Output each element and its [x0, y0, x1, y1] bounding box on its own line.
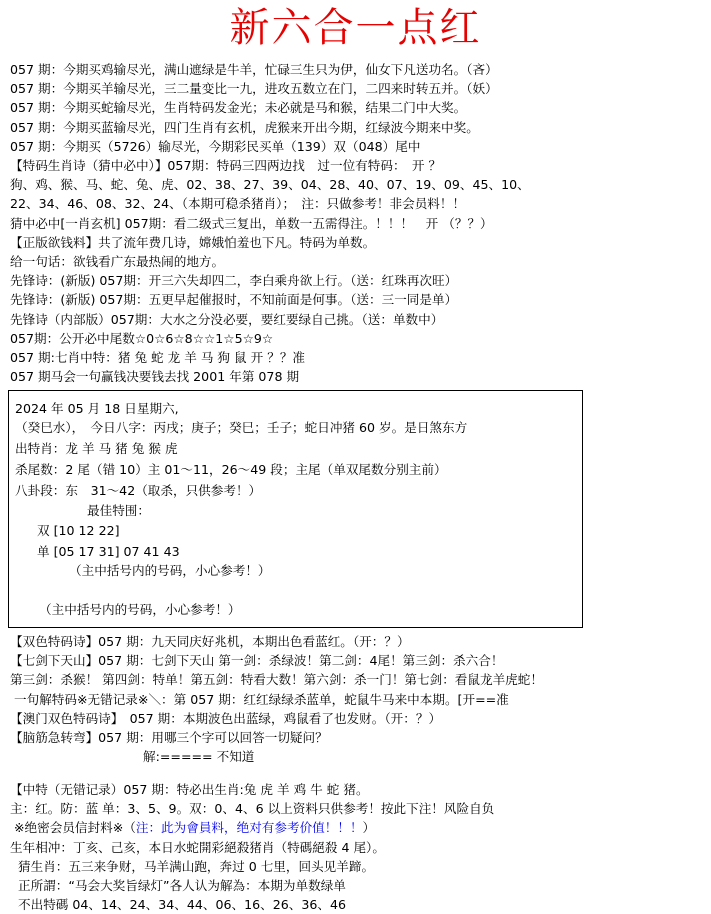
- box-date: 2024 年 05 月 18 日星期六,: [15, 401, 179, 416]
- box-best-range: 最佳特围：: [87, 503, 150, 518]
- member-note-highlight: 注：此为會員料，绝对有参考价值！！！: [135, 820, 363, 836]
- text-line: 057期：公开必中尾数☆0☆6☆8☆☆1☆5☆9☆: [10, 330, 274, 346]
- text-line: 057 期:七肖中特：猪 兔 蛇 龙 羊 马 狗 鼠 开 ？？准: [10, 350, 305, 366]
- text-line: 【脑筋急转弯】057 期：用哪三个字可以回答一切疑问？: [10, 730, 328, 746]
- box-kill-tail: 杀尾数：2 尾（错 10）主 01～11，26～49 段；主尾（单双尾数分别主前）: [15, 462, 447, 477]
- text-line: 先锋诗：(新版) 057期：开三六失却四二，李白乘舟欲上行。（送：红珠再次旺）: [10, 273, 458, 289]
- text-line: 狗、鸡、猴、马、蛇、兔、虎、02、38、27、39、04、28、40、07、19、09、45、10、: [10, 177, 530, 193]
- prediction-lines-middle: [10, 632, 710, 766]
- text-line: 【特码生肖诗（猜中必中）】057期：特码三四两边找 过一位有特码： 开 ？: [10, 158, 442, 174]
- box-special-zodiac: 出特肖：龙 羊 马 猪 兔 猴 虎: [15, 441, 178, 456]
- box-note-repeat: （主中括号内的号码，小心参考！）: [39, 602, 241, 617]
- text-line: 057 期：今期买（5726）输尽光，今期彩民买单（139）双（048）尾中: [10, 138, 421, 154]
- text-line: 正所謂：“马会大奖旨绿灯”各人认为解為：本期为单数绿单: [10, 878, 346, 894]
- text-line: 不出特碼 04、14、24、34、44、06、16、26、36、46: [10, 897, 346, 913]
- member-note-line: [10, 818, 710, 837]
- text-line: 057 期马会一句赢钱决要钱去找 2001 年第 078 期: [10, 369, 300, 385]
- text-line: 主：红。防：蓝 单：3、5、9。双：0、4、6 以上资料只供参考！按此下注！风险自负: [10, 801, 495, 817]
- prediction-lines-bottom: [10, 780, 710, 914]
- text-line: 生年相冲：丁亥、己亥，本日水蛇開彩絕殺猪肖（特碼絕殺 4 尾）。: [10, 839, 385, 855]
- text-line: 猜生肖：五三来争财，马羊满山跑，奔过 0 七里，回头见羊蹄。: [10, 858, 375, 874]
- date-info-box: [8, 390, 583, 628]
- member-note-suffix: ）: [362, 820, 376, 836]
- text-line: 猜中必中[一肖玄机] 057期：看二级式三复出，单数一五需得注。！！！ 开 （？？）: [10, 215, 493, 231]
- text-line: 【澳门双色特码诗】 057 期：本期波色出蓝绿，鸡鼠看了也发财。（开：？）: [10, 710, 442, 726]
- text-line: 【中特（无错记录）057 期：特必出生肖:兔 虎 羊 鸡 牛 蛇 猪。: [10, 782, 369, 797]
- text-line: 057 期：今期买蓝输尽光，四门生肖有玄机，虎猴来开出今期，红绿波今期来中奖。: [10, 119, 479, 135]
- box-note: （主中括号内的号码，小心参考！）: [69, 563, 271, 578]
- text-line: 一句解特码※无错记录※＼：第 057 期：红红绿绿杀蓝单，蛇鼠牛马来中本期。[开==准: [10, 691, 509, 707]
- box-odd-numbers: 单 [05 17 31] 07 41 43: [37, 544, 180, 559]
- text-line: 22、34、46、08、32、24、（本期可稳杀猪肖）； 注：只做参考！非会员料！！: [10, 196, 466, 212]
- page-title: 新六合一点红: [229, 5, 482, 51]
- riddle-answer: 解:===== 不知道: [143, 749, 255, 765]
- text-line: 【正版欲钱料】共了流年费几诗，嫦娥怕羞也下凡。特码为单数。: [10, 234, 376, 250]
- box-bagua: 八卦段：东 31～42（取杀，只供参考！）: [15, 483, 262, 498]
- text-line: 先锋诗（内部版）057期：大水之分没必要，要红要绿自己挑。（送：单数中）: [10, 311, 444, 327]
- text-line: 先锋诗：(新版) 057期：五更早起催报时，不知前面是何事。（送：三一同是单）: [10, 292, 458, 308]
- text-line: 057 期：今期买蛇输尽光，生肖特码发金光；未必就是马和猴，结果二门中大奖。: [10, 100, 467, 116]
- member-note-prefix: ※绝密会员信封料※（: [10, 820, 136, 836]
- text-line: 057 期：今期买羊输尽光，三二量变比一九，进攻五数立在门，二四来时转五并。（妖）: [10, 81, 498, 97]
- text-line: 【七剑下天山】057 期：七剑下天山 第一剑：杀绿波！第二剑：4尾！第三剑：杀六合！: [10, 653, 504, 669]
- text-line: 【双色特码诗】057 期：九天同庆好兆机，本期出色看蓝红。（开：？）: [10, 634, 410, 649]
- text-line: 第三剑：杀猴！ 第四剑：特单！第五剑：特看大数！第六剑：杀一门！第七剑：看鼠龙羊虎蛇！: [10, 672, 543, 688]
- box-even-numbers: 双 [10 12 22]: [37, 523, 120, 538]
- text-line: 057 期：今期买鸡输尽光，满山遮绿是牛羊，忙碌三生只为伊，仙女下凡送功名。（吝）: [10, 62, 498, 77]
- prediction-lines-top: [10, 60, 710, 386]
- box-bazi: （癸巳水）， 今日八字：丙戌；庚子；癸巳；壬子；蛇日冲猪 60 岁。是日煞东方: [15, 420, 468, 435]
- text-line: 给一句话：欲钱看广东最热闹的地方。: [10, 254, 225, 270]
